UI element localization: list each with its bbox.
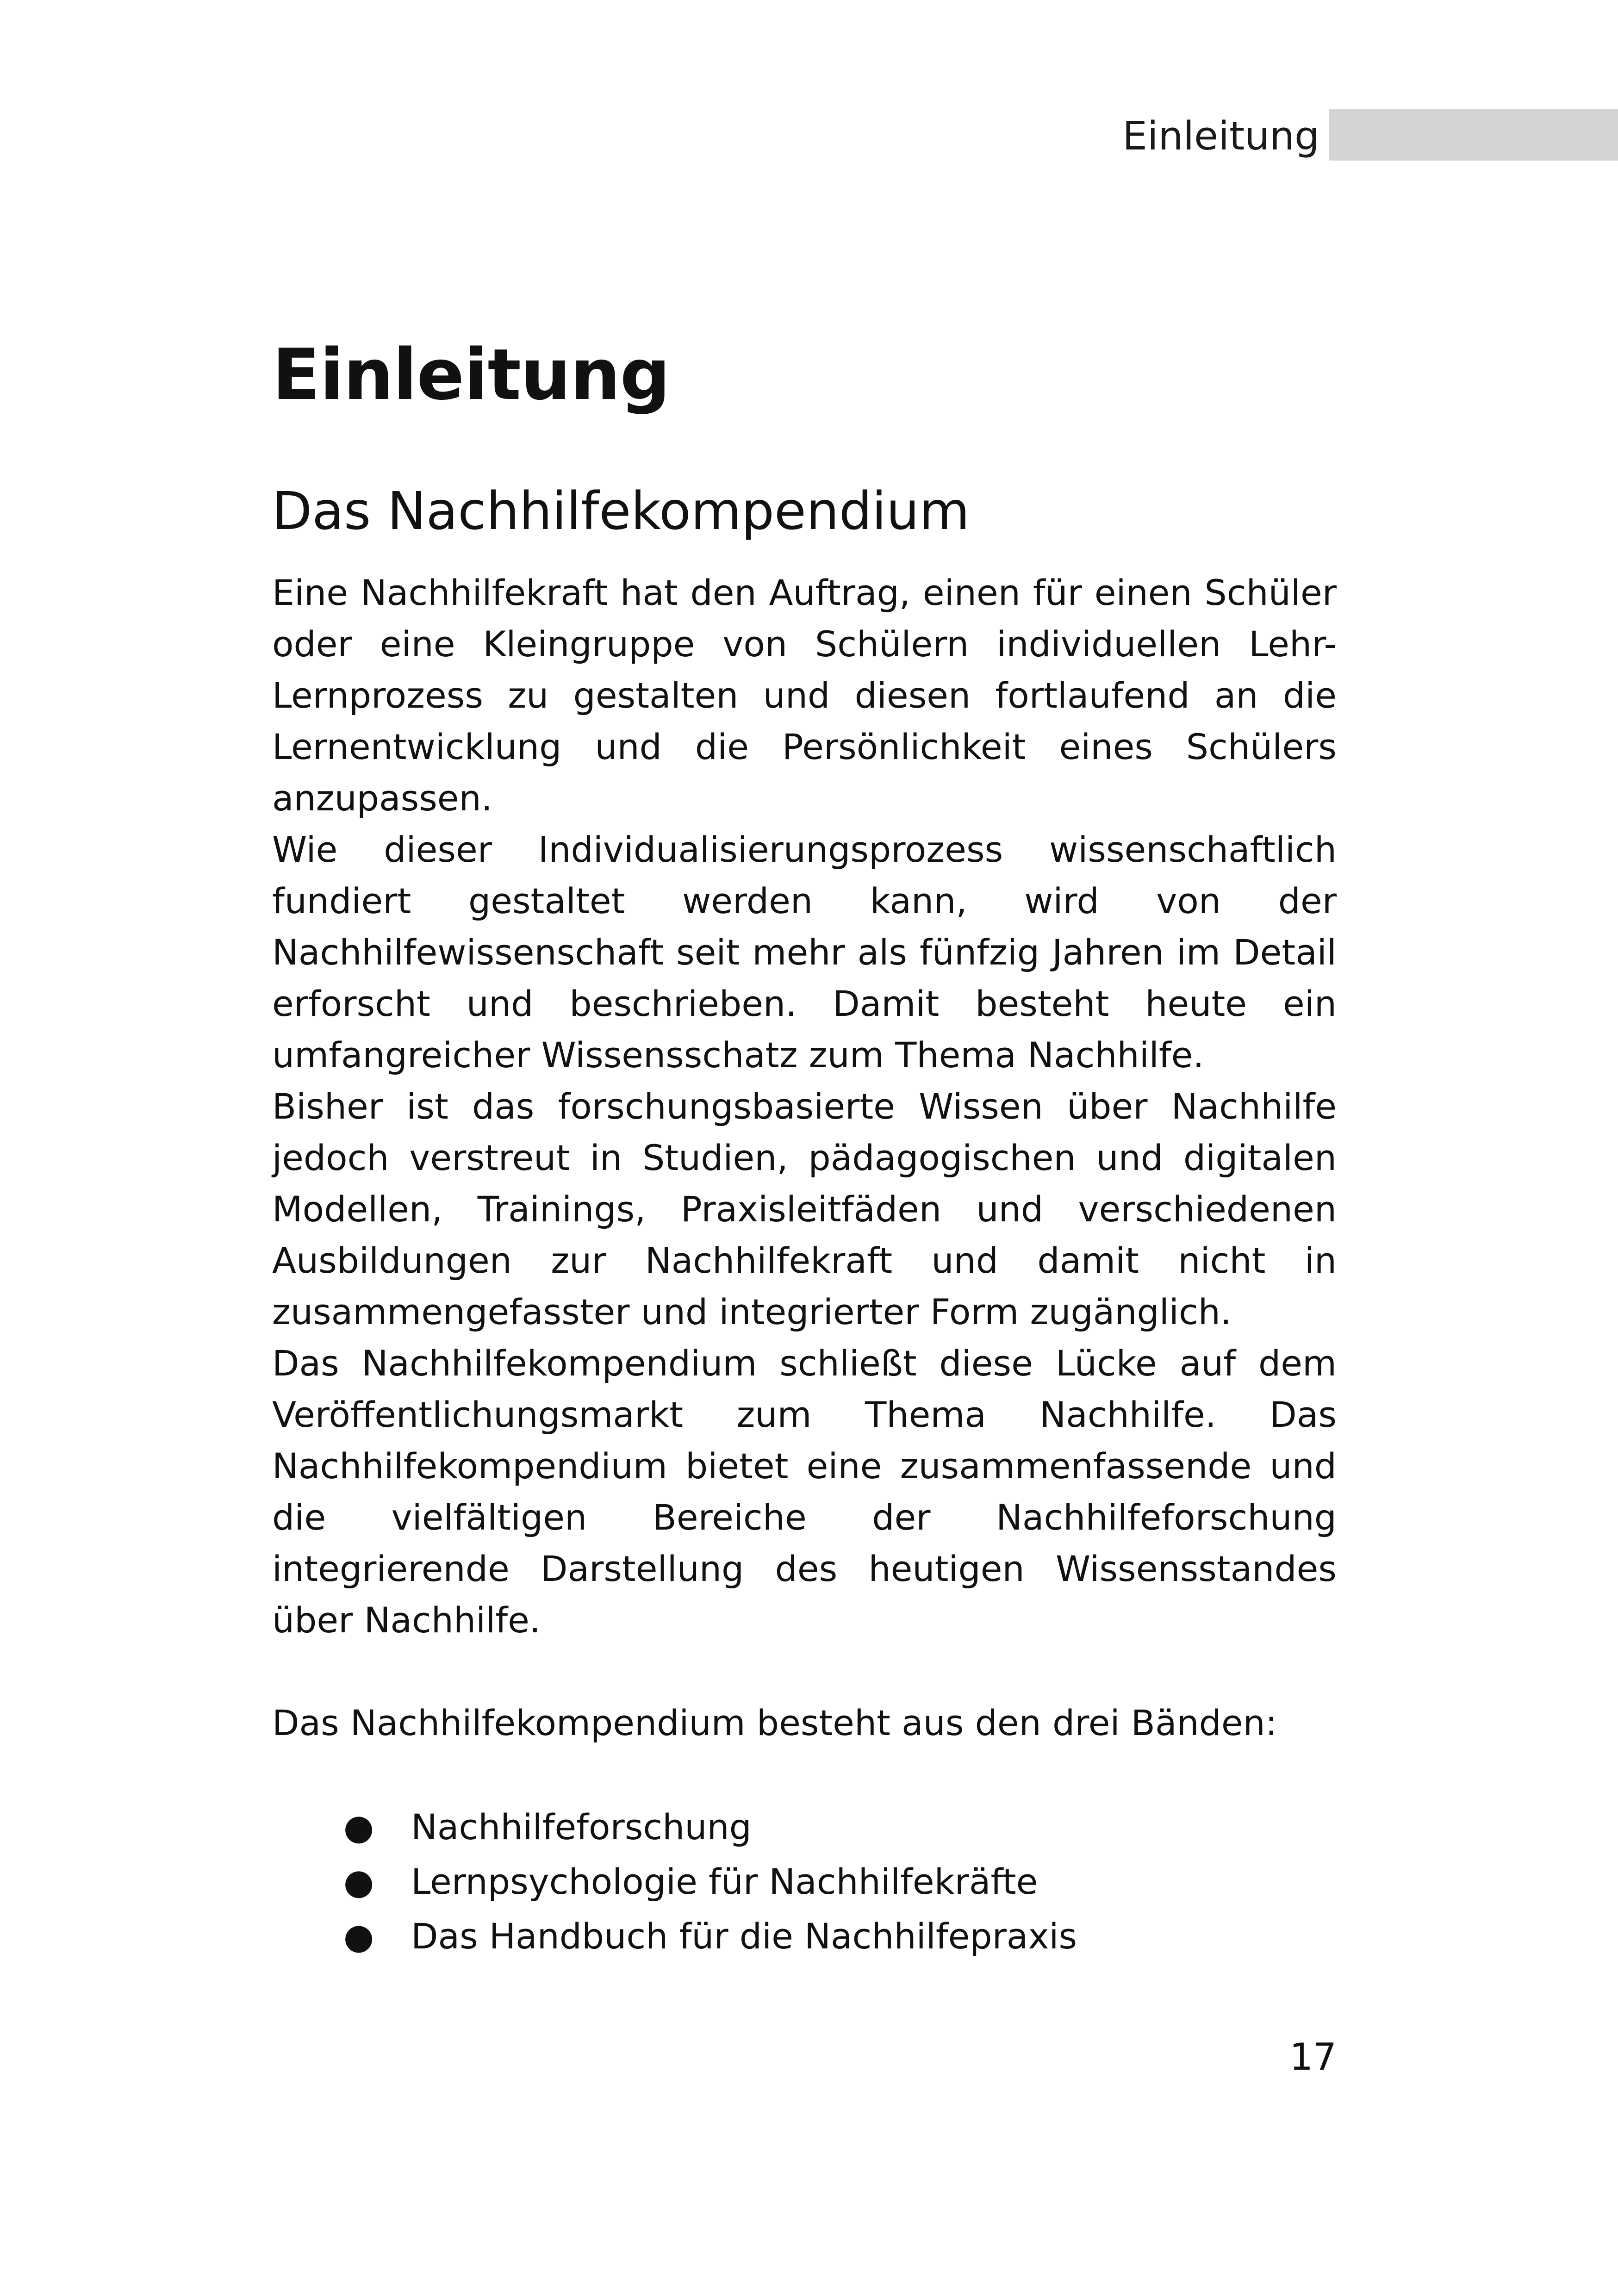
volume-label: Lernpsychologie für Nachhilfekräfte (411, 1861, 1038, 1902)
bullet-icon: ● (343, 1861, 374, 1902)
volume-item-1 (272, 1800, 1337, 1854)
volume-item-3 (272, 1909, 1337, 1964)
page-content (272, 324, 1337, 1964)
chapter-title: Einleitung (272, 334, 670, 416)
running-header: Einleitung (1122, 113, 1319, 159)
paragraph-1: Eine Nachhilfekraft hat den Auftrag, einen für einen Schüler oder eine Kleingruppe von Schülern individuellen Lehr-Lernprozess zu gestalten und diesen fortlaufend an die Lernentwicklung und die Persönlichkeit eines Schülers anzupassen. (272, 572, 1337, 819)
volumes-intro: Das Nachhilfekompendium besteht aus den drei Bänden: (272, 1702, 1277, 1743)
paragraph-3: Bisher ist das forschungsbasierte Wissen über Nachhilfe jedoch verstreut in Studien, pädagogischen und digitalen Modellen, Trainings, Praxisleitfäden und verschiedenen Ausbildungen zur Nachhilfekraft und damit nicht in zusammengefasster und integrierter Form zugänglich. (272, 1086, 1337, 1332)
paragraph-4: Das Nachhilfekompendium schließt diese Lücke auf dem Veröffentlichungsmarkt zum Thema Nachhilfe. Das Nachhilfekompendium bietet eine zusammenfassende und die vielfältigen Bereiche der Nachhilfeforschung integrierende Darstellung des heutigen Wissensstandes über Nachhilfe. (272, 1343, 1337, 1641)
volume-label: Nachhilfeforschung (411, 1806, 752, 1848)
volume-list (272, 1800, 1337, 1964)
page-number: 17 (1289, 2035, 1337, 2078)
paragraph-2: Wie dieser Individualisierungsprozess wissenschaftlich fundiert gestaltet werden kann, wird von der Nachhilfewissenschaft seit mehr als fünfzig Jahren im Detail erforscht und beschrieben. Damit besteht heute ein umfangreicher Wissensschatz zum Thema Nachhilfe. (272, 829, 1337, 1076)
volume-item-2 (272, 1854, 1337, 1909)
body-text (272, 567, 1337, 1646)
bullet-icon: ● (343, 1806, 374, 1848)
volume-label: Das Handbuch für die Nachhilfepraxis (411, 1916, 1077, 1957)
header-tab-decoration (1329, 109, 1618, 161)
bullet-icon: ● (343, 1916, 374, 1957)
section-title: Das Nachhilfekompendium (272, 481, 970, 541)
